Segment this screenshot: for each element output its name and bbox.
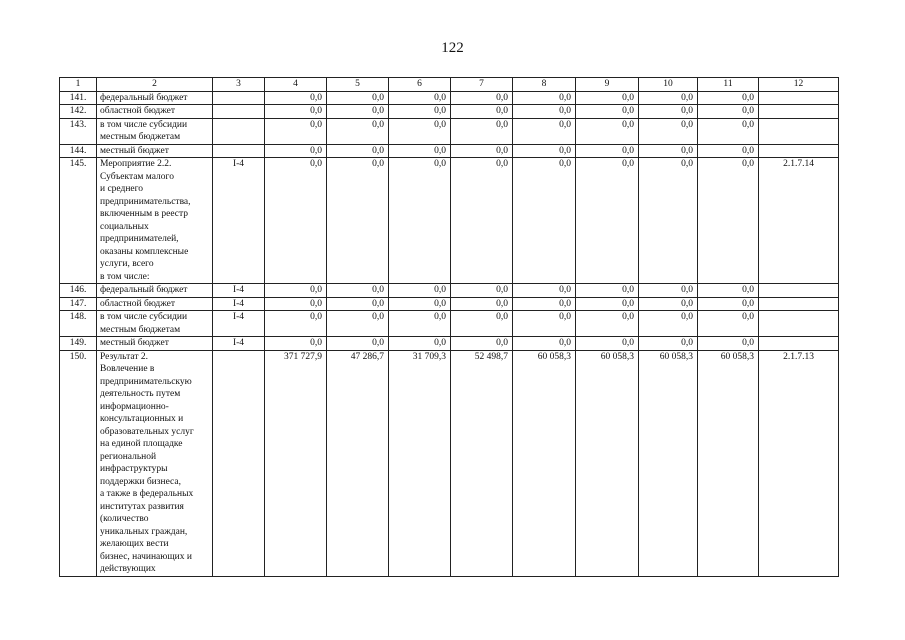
row-code: I-4 [213,297,265,311]
row-code: I-4 [213,158,265,284]
value-cell: 60 058,3 [639,350,698,576]
value-cell: 0,0 [451,284,513,298]
column-header: 6 [389,78,451,92]
row-number: 148. [60,311,97,337]
row-reference [759,144,839,158]
value-cell: 0,0 [389,91,451,105]
table-row [60,337,839,351]
value-cell: 0,0 [451,311,513,337]
value-cell: 0,0 [265,158,327,284]
value-cell: 0,0 [576,158,639,284]
value-cell: 0,0 [513,105,576,119]
value-cell: 0,0 [389,284,451,298]
value-cell: 31 709,3 [389,350,451,576]
table-row [60,118,839,144]
column-header: 3 [213,78,265,92]
column-header: 10 [639,78,698,92]
value-cell: 0,0 [698,337,759,351]
value-cell: 0,0 [639,158,698,284]
row-code [213,91,265,105]
value-cell: 0,0 [513,311,576,337]
value-cell: 0,0 [639,337,698,351]
value-cell: 0,0 [327,337,389,351]
table-row [60,350,839,576]
column-header: 1 [60,78,97,92]
value-cell: 0,0 [389,337,451,351]
column-header: 11 [698,78,759,92]
row-description: областной бюджет [97,297,213,311]
table-row [60,311,839,337]
value-cell: 0,0 [451,91,513,105]
value-cell: 0,0 [698,284,759,298]
value-cell: 0,0 [389,158,451,284]
row-description: Мероприятие 2.2. Субъектам малого и среднего предпринимательства, включенным в реестр социальных предпринимателей, оказаны комплексные услуги, всего в том числе: [97,158,213,284]
column-header: 2 [97,78,213,92]
column-header: 7 [451,78,513,92]
row-description: федеральный бюджет [97,284,213,298]
value-cell: 60 058,3 [698,350,759,576]
value-cell: 0,0 [451,297,513,311]
value-cell: 0,0 [451,158,513,284]
value-cell: 0,0 [576,284,639,298]
row-description: в том числе субсидии местным бюджетам [97,311,213,337]
column-header: 5 [327,78,389,92]
row-number: 150. [60,350,97,576]
row-reference [759,337,839,351]
value-cell: 0,0 [576,118,639,144]
value-cell: 0,0 [265,297,327,311]
value-cell: 0,0 [639,118,698,144]
row-reference [759,297,839,311]
value-cell: 0,0 [576,337,639,351]
row-description: федеральный бюджет [97,91,213,105]
row-reference [759,105,839,119]
row-description: в том числе субсидии местным бюджетам [97,118,213,144]
column-header: 9 [576,78,639,92]
value-cell: 0,0 [451,105,513,119]
row-number: 144. [60,144,97,158]
row-description: местный бюджет [97,337,213,351]
value-cell: 0,0 [513,118,576,144]
row-number: 146. [60,284,97,298]
value-cell: 0,0 [639,284,698,298]
row-code [213,144,265,158]
value-cell: 0,0 [327,105,389,119]
value-cell: 0,0 [389,144,451,158]
row-number: 149. [60,337,97,351]
value-cell: 0,0 [576,311,639,337]
row-code: I-4 [213,284,265,298]
value-cell: 0,0 [327,297,389,311]
value-cell: 0,0 [639,297,698,311]
value-cell: 0,0 [389,118,451,144]
row-number: 147. [60,297,97,311]
value-cell: 0,0 [389,297,451,311]
value-cell: 0,0 [639,91,698,105]
value-cell: 0,0 [389,105,451,119]
table-row [60,284,839,298]
value-cell: 0,0 [265,91,327,105]
column-header: 4 [265,78,327,92]
value-cell: 0,0 [265,105,327,119]
value-cell: 0,0 [265,118,327,144]
value-cell: 0,0 [698,297,759,311]
value-cell: 0,0 [265,144,327,158]
column-header: 8 [513,78,576,92]
row-description: областной бюджет [97,105,213,119]
row-code [213,350,265,576]
value-cell: 371 727,9 [265,350,327,576]
value-cell: 0,0 [576,105,639,119]
value-cell: 0,0 [513,337,576,351]
row-number: 142. [60,105,97,119]
row-reference [759,311,839,337]
row-reference: 2.1.7.14 [759,158,839,284]
value-cell: 0,0 [327,91,389,105]
row-number: 145. [60,158,97,284]
value-cell: 0,0 [513,158,576,284]
value-cell: 0,0 [576,91,639,105]
row-description: Результат 2. Вовлечение в предпринимательскую деятельность путем информационно- консультационных и образовательных услуг на единой площадке региональной инфраструктуры поддержки бизнеса, а также в федеральных институтах развития (количество уникальных граждан, желающих вести бизнес, начинающих и действующих [97,350,213,576]
value-cell: 0,0 [576,144,639,158]
column-header: 12 [759,78,839,92]
row-code: I-4 [213,311,265,337]
value-cell: 0,0 [513,91,576,105]
value-cell: 0,0 [639,311,698,337]
table-row [60,297,839,311]
value-cell: 0,0 [639,144,698,158]
row-number: 143. [60,118,97,144]
row-reference [759,118,839,144]
table-row [60,144,839,158]
value-cell: 60 058,3 [513,350,576,576]
value-cell: 0,0 [327,118,389,144]
value-cell: 0,0 [451,144,513,158]
table-row [60,91,839,105]
value-cell: 0,0 [327,284,389,298]
table-row [60,158,839,284]
value-cell: 0,0 [451,337,513,351]
value-cell: 0,0 [265,284,327,298]
value-cell: 0,0 [327,144,389,158]
row-number: 141. [60,91,97,105]
value-cell: 0,0 [698,144,759,158]
value-cell: 0,0 [265,311,327,337]
value-cell: 0,0 [389,311,451,337]
budget-table [59,77,839,577]
table-row [60,105,839,119]
row-code [213,105,265,119]
value-cell: 0,0 [513,284,576,298]
value-cell: 52 498,7 [451,350,513,576]
row-reference [759,284,839,298]
value-cell: 0,0 [513,144,576,158]
value-cell: 0,0 [698,91,759,105]
value-cell: 0,0 [327,158,389,284]
row-reference: 2.1.7.13 [759,350,839,576]
value-cell: 0,0 [451,118,513,144]
row-code: I-4 [213,337,265,351]
value-cell: 0,0 [265,337,327,351]
value-cell: 0,0 [639,105,698,119]
row-reference [759,91,839,105]
row-code [213,118,265,144]
table-header-row [60,78,839,92]
value-cell: 0,0 [327,311,389,337]
value-cell: 0,0 [576,297,639,311]
row-description: местный бюджет [97,144,213,158]
value-cell: 0,0 [698,311,759,337]
value-cell: 0,0 [698,118,759,144]
value-cell: 0,0 [513,297,576,311]
page-number: 122 [441,40,464,56]
value-cell: 60 058,3 [576,350,639,576]
value-cell: 0,0 [698,105,759,119]
value-cell: 0,0 [698,158,759,284]
value-cell: 47 286,7 [327,350,389,576]
